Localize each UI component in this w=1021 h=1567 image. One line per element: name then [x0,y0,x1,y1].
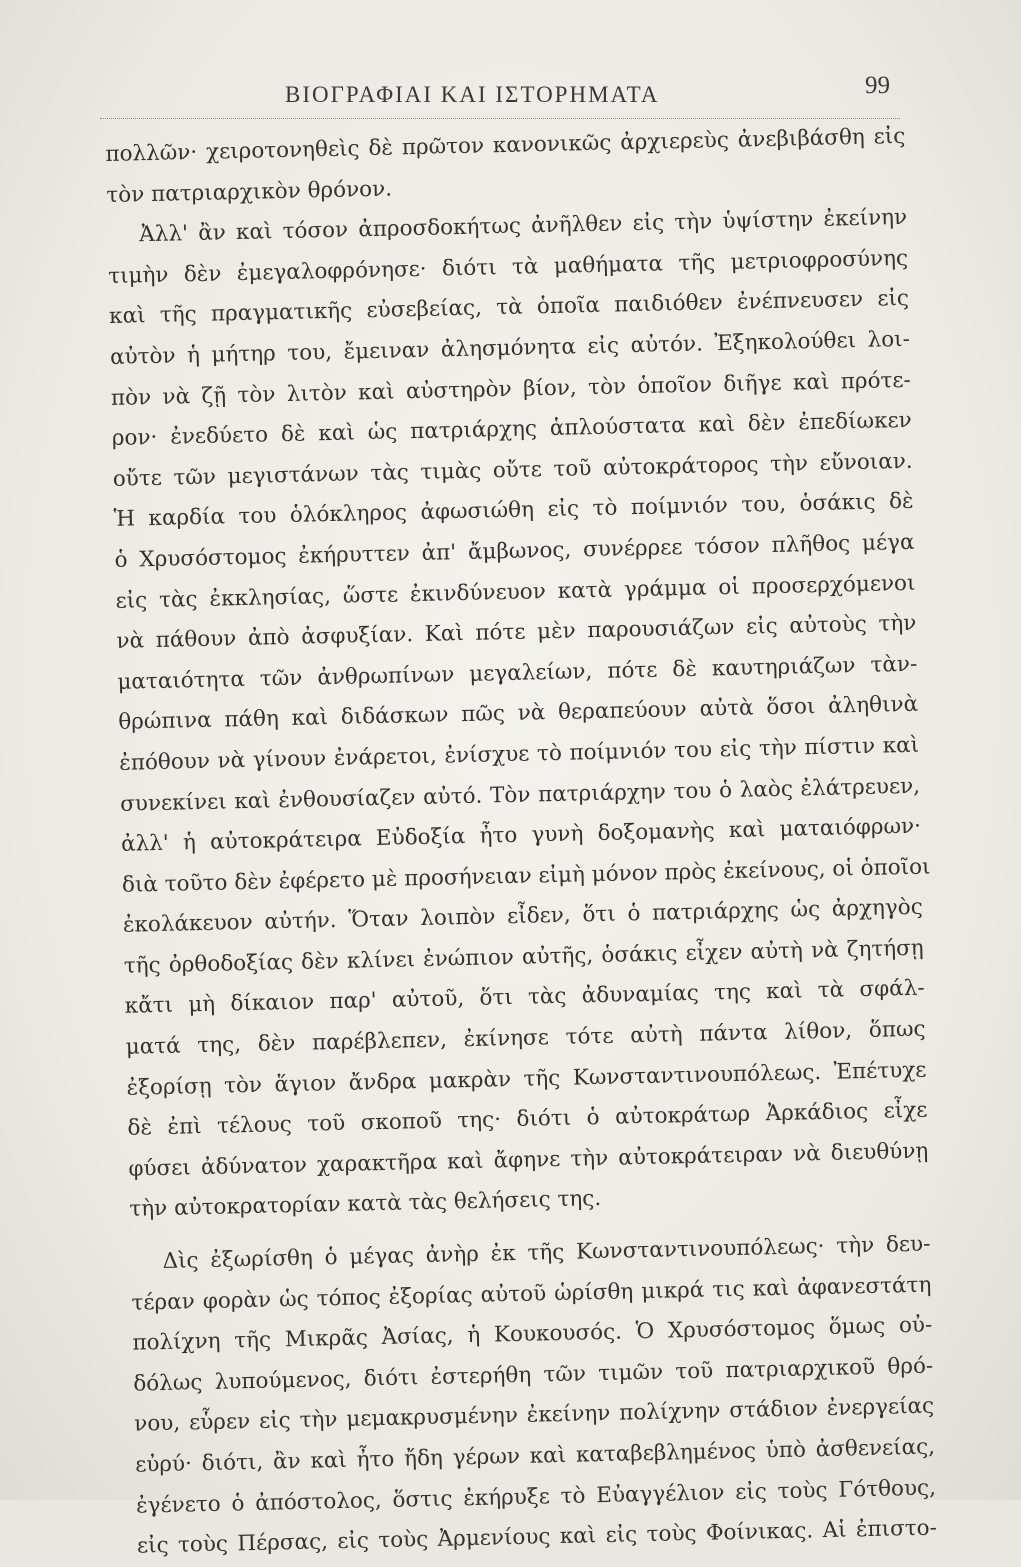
text-line: πολλῶν· χειροτονηθεὶς δὲ πρῶτον κανονικῶς ἀρχιερεὺς ἀνεβιβάσθη εἰς [105,123,906,167]
text-line: ἐξορίσῃ τὸν ἅγιον ἄνδρα μακρὰν τῆς Κωνσταντινουπόλεως. Ἐπέτυχε [126,1057,927,1101]
text-line: οὔτε τῶν μεγιστάνων τὰς τιμὰς οὔτε τοῦ αὐτοκράτορος τὴν εὔνοιαν. [112,448,913,492]
text-line: διὰ τοῦτο δὲν ἐφέρετο μὲ προσήνειαν εἰμὴ μόνον πρὸς ἐκείνους, οἱ ὁποῖοι [121,854,931,898]
text-line: πὸν νὰ ζῇ τὸν λιτὸν καὶ αὐστηρὸν βίον, τὸν ὁποῖον διῆγε καὶ πρότε- [110,367,912,411]
paragraph [130,1225,937,1567]
text-line: ρον· ἐνεδύετο δὲ καὶ ὡς πατριάρχης ἁπλούστατα καὶ δὲν ἐπεδίωκεν [111,407,912,452]
text-line: εἰς τὰς ἐκκλησίας, ὥστε ἐκινδύνευον κατὰ γράμμα οἱ προσερχόμενοι [115,570,916,614]
text-line: ἐπόθουν νὰ γίνουν ἐνάρετοι, ἐνίσχυε τὸ ποίμνιόν του εἰς τὴν πίστιν καὶ [118,732,920,776]
text-line: τῆς ὀρθοδοξίας δὲν κλίνει ἐνώπιον αὐτῆς, ὁσάκις εἶχεν αὐτὴ νὰ ζητήσῃ [123,935,924,979]
text-line: θρώπινα πάθη καὶ διδάσκων πῶς νὰ θεραπεύουν αὐτὰ ὅσοι ἀληθινὰ [118,692,919,736]
text-line: δὲ ἐπὶ τέλους τοῦ σκοποῦ της· διότι ὁ αὐτοκράτωρ Ἀρκάδιος εἶχε [127,1097,928,1141]
text-line: τέραν φορὰν ὡς τόπος ἐξορίας αὐτοῦ ὡρίσθη μικρά τις καὶ ἀφανεστάτη [131,1272,932,1316]
text-line: νὰ πάθουν ἀπὸ ἀσφυξίαν. Καὶ πότε μὲν παρουσιάζων εἰς αὐτοὺς τὴν [116,610,917,654]
text-line: συνεκίνει καὶ ἐνθουσίαζεν αὐτό. Τὸν πατριάρχην του ὁ λαὸς ἐλάτρευεν, [119,773,921,817]
page-header [100,72,900,112]
text-line: ἀλλ' ἡ αὐτοκράτειρα Εὐδοξία ἦτο γυνὴ δοξομανὴς καὶ ματαιόφρων· [120,813,922,857]
text-line: ἐγένετο ὁ ἀπόστολος, ὅστις ἐκήρυξε τὸ Εὐαγγέλιον εἰς τοὺς Γότθους, [135,1475,937,1519]
text-line: Ἡ καρδία του ὁλόκληρος ἀφωσιώθη εἰς τὸ ποίμνιόν του, ὁσάκις δὲ [113,489,914,533]
text-line: δόλως λυπούμενος, διότι ἐστερήθη τῶν τιμῶν τοῦ πατριαρχικοῦ θρό- [133,1353,934,1397]
text-line: φύσει ἀδύνατον χαρακτῆρα καὶ ἄφηνε τὴν αὐτοκράτειραν νὰ διευθύνῃ [128,1138,929,1182]
text-line: τὴν αὐτοκρατορίαν κατὰ τὰς θελήσεις της. [129,1186,602,1223]
text-line: ματαιότητα τῶν ἀνθρωπίνων μεγαλείων, πότε δὲ καυτηριάζων τὰν- [117,651,918,695]
text-line: νου, εὗρεν εἰς τὴν μεμακρυσμένην ἐκείνην πολίχνην στάδιον ἐνεργείας [133,1393,935,1438]
body-text [105,117,937,1567]
text-line: εὐρύ· διότι, ἂν καὶ ἦτο ἤδη γέρων καὶ καταβεβλημένος ὑπὸ ἀσθενείας, [134,1434,936,1478]
text-line: ὁ Χρυσόστομος ἐκήρυττεν ἀπ' ἄμβωνος, συνέρρεε τόσον πλῆθος μέγα [114,529,915,573]
paragraph [107,198,930,1231]
text-line: αὐτὸν ἡ μήτηρ του, ἔμειναν ἀλησμόνητα εἰς αὐτόν. Ἐξηκολούθει λοι- [109,326,911,370]
text-line: κἄτι μὴ δίκαιον παρ' αὐτοῦ, ὅτι τὰς ἀδυναμίας της καὶ τὰ σφάλ- [124,976,925,1020]
page-number: 99 [865,72,890,99]
text-line: Ἀλλ' ἂν καὶ τόσον ἀπροσδοκήτως ἀνῆλθεν εἰς τὴν ὑψίστην ἐκείνην [138,205,908,248]
text-line: ματά της, δὲν παρέβλεπεν, ἐκίνησε τότε αὐτὴ πάντα λίθον, ὅπως [125,1016,926,1060]
text-line: εἰς τοὺς Πέρσας, εἰς τοὺς Ἀρμενίους καὶ εἰς τοὺς Φοίνικας. Αἱ ἐπιστο- [136,1515,938,1559]
text-line: πολίχνη τῆς Μικρᾶς Ἀσίας, ἡ Κουκουσός. Ὁ Χρυσόστομος ὅμως οὐ- [132,1312,933,1356]
text-line: καὶ τῆς πραγματικῆς εὐσεβείας, τὰ ὁποῖα παιδιόθεν ἐνέπνευσεν εἰς [108,286,910,330]
text-line: τὸν πατριαρχικὸν θρόνον. [106,176,393,208]
text-line: ἐκολάκευον αὐτήν. Ὅταν λοιπὸν εἶδεν, ὅτι ὁ πατριάρχης ὡς ἀρχηγὸς [122,894,924,939]
text-line: τιμὴν δὲν ἐμεγαλοφρόνησε· διότι τὰ μαθήματα τῆς μετριοφροσύνης [107,245,909,289]
running-head: ΒΙΟΓΡΑΦΙΑΙ ΚΑΙ ΙΣΤΟΡΗΜΑΤΑ [285,82,660,107]
text-line: Δὶς ἐξωρίσθη ὁ μέγας ἀνὴρ ἐκ τῆς Κωνσταντινουπόλεως· τὴν δευ- [162,1231,931,1275]
